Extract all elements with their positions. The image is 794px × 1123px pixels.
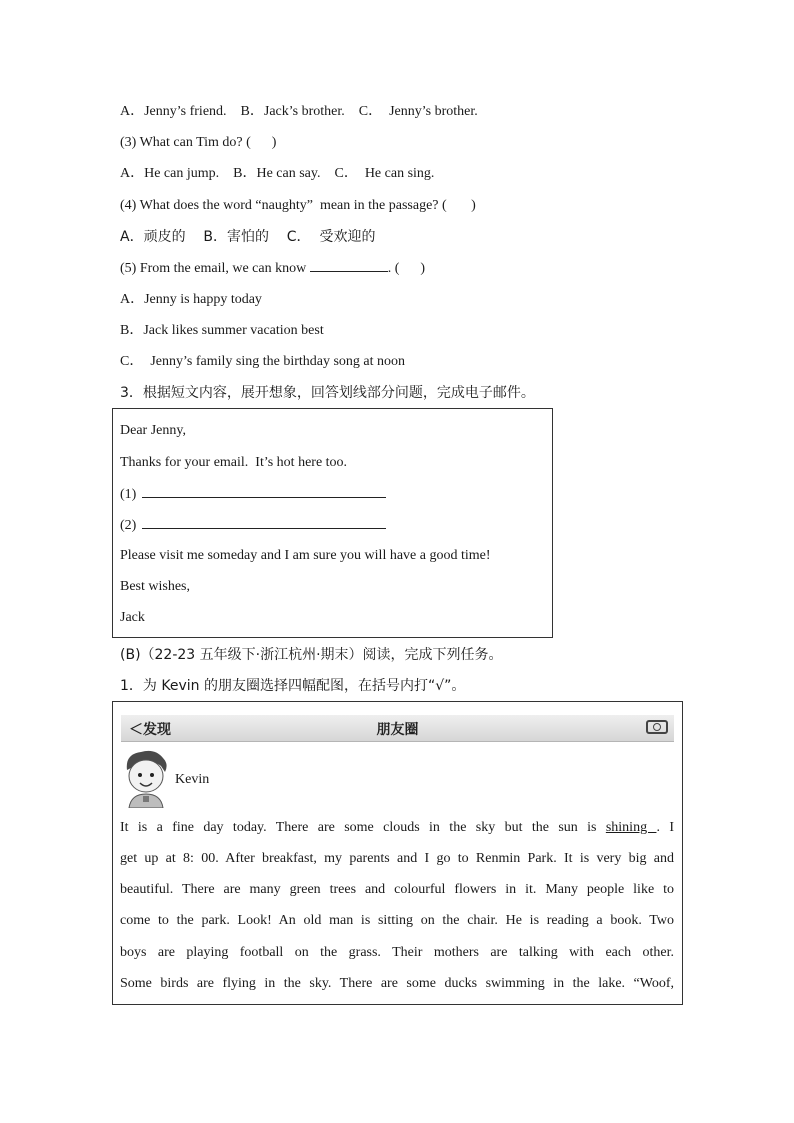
q5-option-b: B．Jack likes summer vacation best — [120, 323, 324, 338]
paragraph-line: It is a fine day today. There are some clouds in the sky but the sun is shining . I — [120, 820, 674, 835]
email-sign-off: Best wishes, — [120, 579, 190, 594]
paragraph-line: get up at 8: 00. After breakfast, my parents and I go to Renmin Park. It is very big and — [120, 851, 674, 866]
q5-option-c: C． Jenny’s family sing the birthday song at noon — [120, 354, 406, 369]
question-5 — [120, 259, 425, 278]
paragraph-line: come to the park. Look! An old man is sitting on the chair. He is reading a book. Two — [120, 913, 674, 928]
avatar-eye-left — [138, 773, 142, 777]
paragraph-line: beautiful. There are many green trees and colourful flowers in it. Many people like to — [120, 882, 674, 897]
email-closing-line: Please visit me someday and I am sure you will have a good time! — [120, 548, 491, 563]
answer-blank-2[interactable] — [142, 516, 386, 529]
moments-header-bar — [121, 715, 674, 742]
question-3: (3) What can Tim do? ( ) — [120, 135, 277, 150]
user-name: Kevin — [175, 772, 210, 787]
blank-2-label: (2) — [120, 518, 137, 533]
email-signature: Jack — [120, 610, 145, 625]
task-1-instruction: 1．为 Kevin 的朋友圈选择四幅配图，在括号内打“√”。 — [120, 678, 466, 694]
avatar-badge — [143, 796, 149, 802]
answer-blank-1[interactable] — [142, 485, 386, 498]
question-3-instruction: 3．根据短文内容，展开想象，回答划线部分问题，完成电子邮件。 — [120, 385, 535, 401]
moments-box — [112, 701, 683, 1005]
avatar-face — [129, 760, 163, 792]
avatar-eye-right — [150, 773, 154, 777]
question-4: (4) What does the word “naughty” mean in the passage? ( ) — [120, 198, 476, 213]
email-box — [112, 408, 553, 638]
avatar — [119, 748, 173, 808]
q4-options: A．顽皮的 B．害怕的 C． 受欢迎的 — [120, 229, 376, 245]
camera-icon[interactable] — [646, 720, 668, 734]
blank-1-label: (1) — [120, 487, 137, 502]
paragraph-line: Some birds are flying in the sky. There are some ducks swimming in the lake. “Woof, — [120, 976, 674, 991]
q5-prefix: (5) From the email, we can know — [120, 261, 310, 276]
section-b-header: (B)（22-23 五年级下·浙江杭州·期末）阅读，完成下列任务。 — [120, 647, 503, 663]
back-discover-button[interactable]: ＜发现 — [129, 722, 171, 738]
email-greeting: Dear Jenny, — [120, 423, 186, 438]
q3-options: A．He can jump. B．He can say. C． He can sing. — [120, 166, 435, 181]
q5-suffix: . ( ) — [387, 261, 426, 276]
q5-blank[interactable] — [310, 259, 388, 272]
email-blank-2 — [120, 516, 386, 535]
email-line-1: Thanks for your email. It’s hot here too. — [120, 455, 348, 470]
underlined-word: shining — [605, 820, 657, 835]
moments-title: 朋友圈 — [376, 722, 419, 738]
q5-option-a: A．Jenny is happy today — [120, 292, 262, 307]
q2-options: A．Jenny’s friend. B．Jack’s brother. C． Jenny’s brother. — [120, 104, 478, 119]
email-blank-1 — [120, 485, 386, 504]
paragraph-line: boys are playing football on the grass. Their mothers are talking with each other. — [120, 945, 674, 960]
